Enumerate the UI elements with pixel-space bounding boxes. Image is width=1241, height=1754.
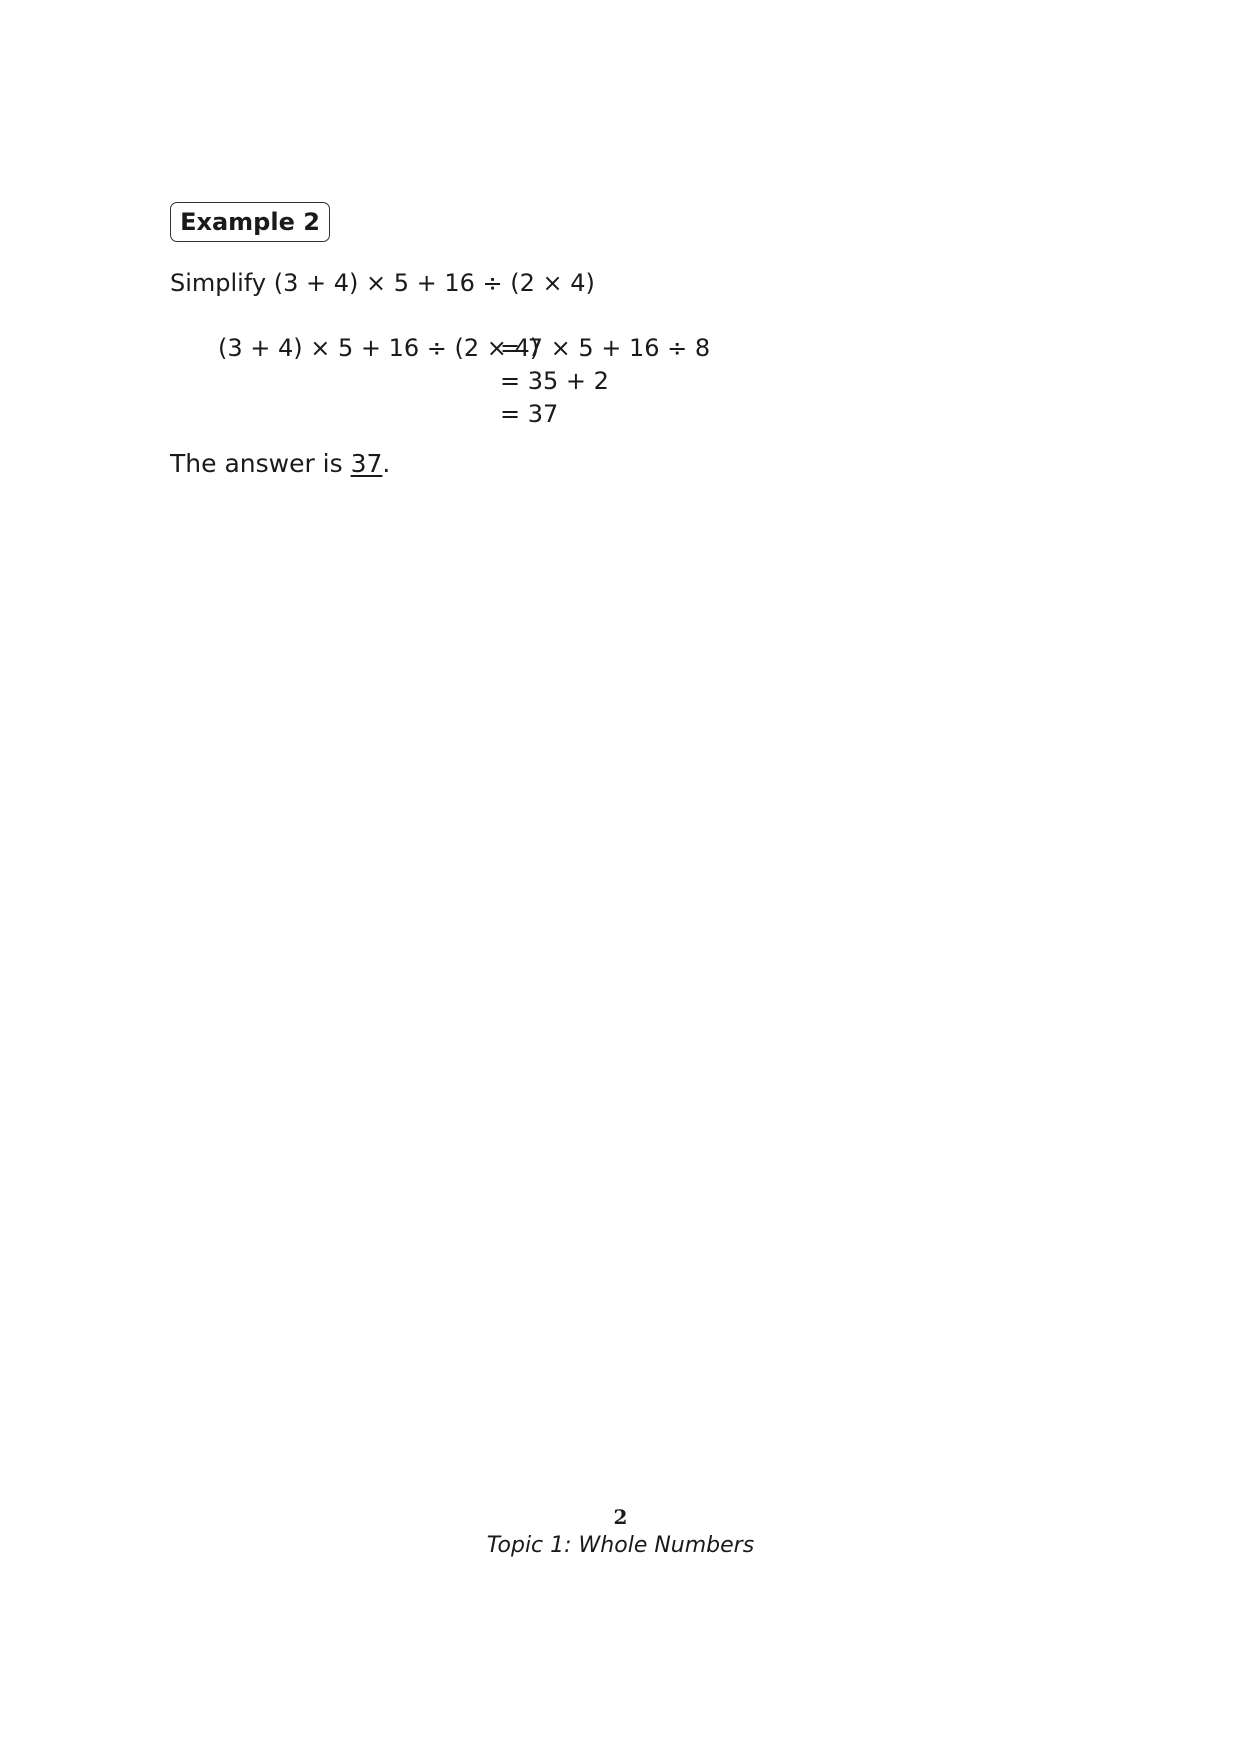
working-lhs-spacer — [218, 398, 500, 431]
problem-statement: Simplify (3 + 4) × 5 + 16 ÷ (2 × 4) — [170, 269, 595, 297]
footer-topic: Topic 1: Whole Numbers — [486, 1533, 755, 1558]
example-label: Example 2 — [180, 208, 320, 236]
answer-statement — [170, 446, 390, 482]
working-steps — [218, 332, 710, 431]
working-lhs-spacer — [218, 365, 500, 398]
answer-value: 37 — [350, 449, 383, 478]
working-step: = 35 + 2 — [500, 367, 609, 395]
working-row — [218, 332, 710, 365]
page-number: 2 — [613, 1505, 628, 1529]
working-row — [218, 398, 710, 431]
answer-suffix: . — [382, 449, 391, 478]
working-lhs: (3 + 4) × 5 + 16 ÷ (2 × 4) — [218, 334, 540, 362]
working-step: = 37 — [500, 400, 559, 428]
working-row — [218, 365, 710, 398]
answer-prefix: The answer is — [170, 449, 351, 478]
example-label-box — [170, 202, 330, 242]
working-step: = 7 × 5 + 16 ÷ 8 — [500, 334, 711, 362]
